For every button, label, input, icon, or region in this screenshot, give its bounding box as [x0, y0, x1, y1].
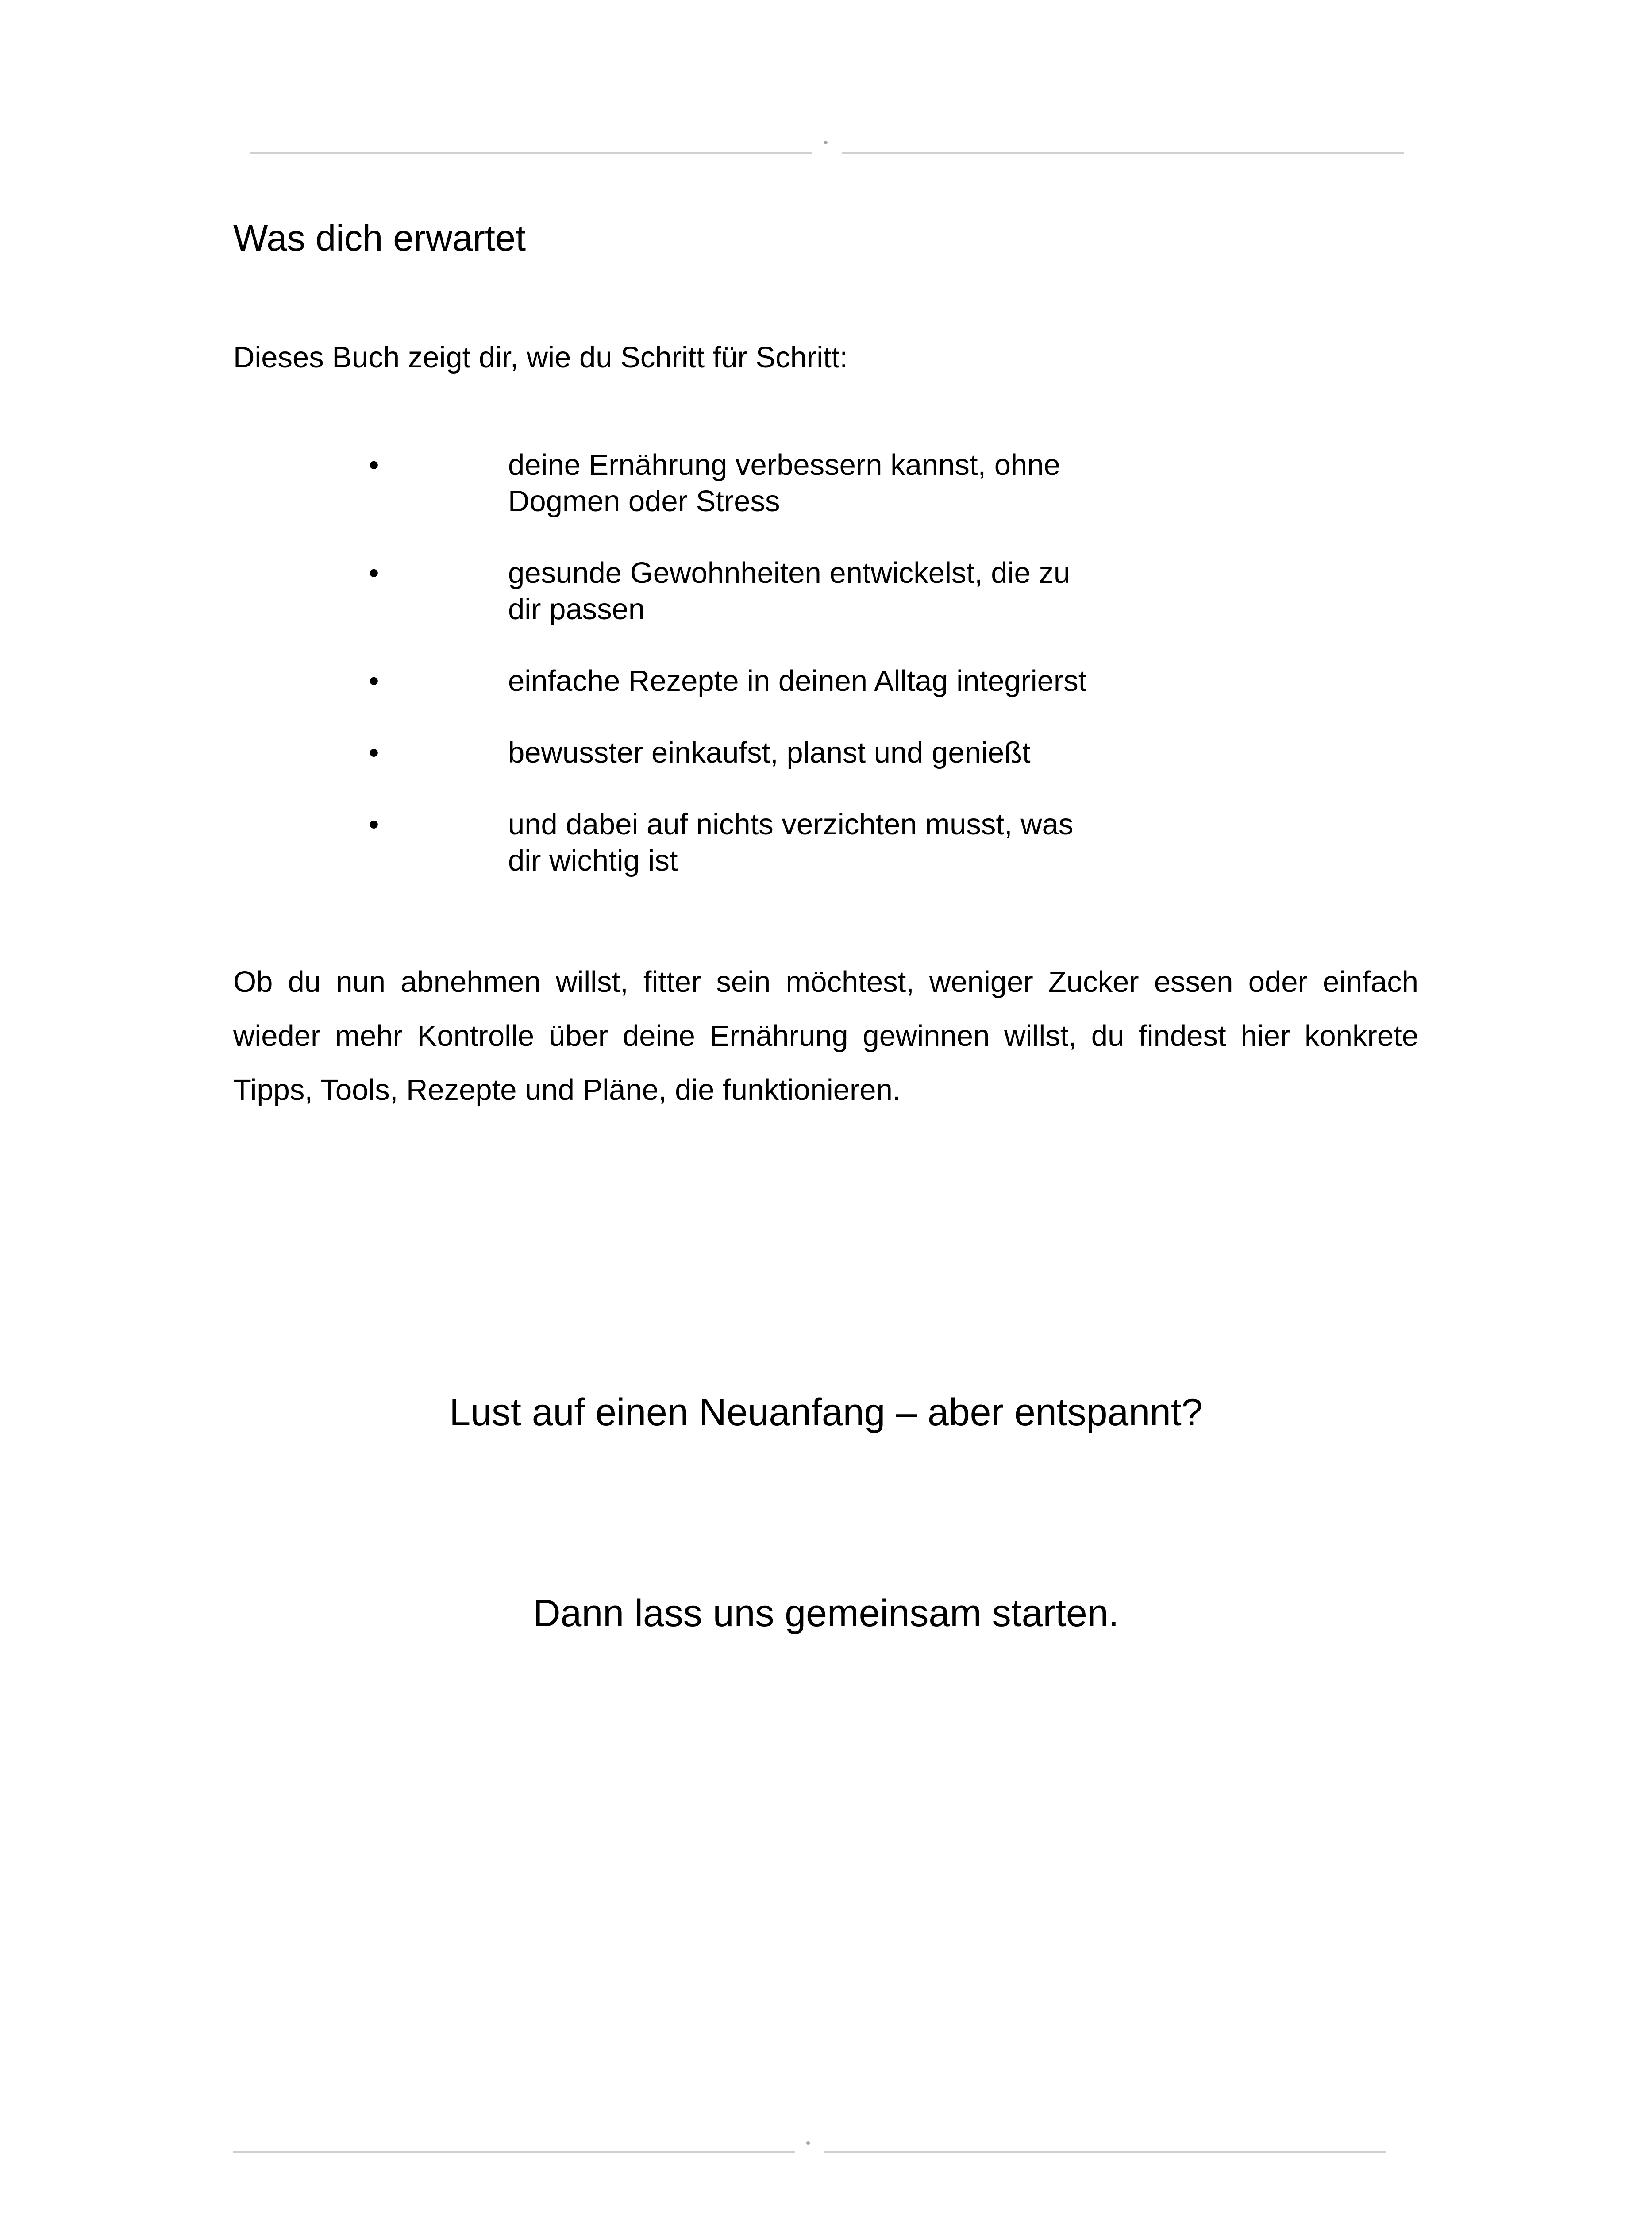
list-item-text: gesunde Gewohnheiten entwickelst, die zu dir passen [508, 556, 1071, 626]
list-item [0, 735, 1652, 771]
header-rule-dot [824, 141, 828, 144]
footer-rule-dot [806, 2141, 810, 2145]
closing-question: Lust auf einen Neuanfang – aber entspannt? [449, 1391, 1203, 1434]
intro-line: Dieses Buch zeigt dir, wie du Schritt für Schritt: [233, 341, 848, 374]
footer-rule-right [824, 2151, 1386, 2153]
footer-rule-left [233, 2151, 795, 2153]
bullet-mark: • [369, 556, 379, 590]
bullet-list [0, 447, 1652, 914]
list-item-text: bewusster einkaufst, planst und genießt [508, 736, 1031, 769]
body-paragraph: Ob du nun abnehmen willst, fitter sein möchtest, weniger Zucker essen oder einfach wieder mehr Kontrolle über deine Ernährung gewinnen willst, du findest hier konkrete Tipps, Tools, Rezepte und Pläne, die funktionieren. [233, 965, 1418, 1106]
list-item [0, 663, 1652, 699]
header-rule-right [842, 152, 1404, 154]
list-item-text: einfache Rezepte in deinen Alltag integrierst [508, 664, 1087, 698]
list-item [0, 555, 1652, 628]
section-heading: Was dich erwartet [233, 217, 526, 258]
bullet-mark: • [369, 808, 379, 841]
header-rule-left [250, 152, 812, 154]
bullet-mark: • [369, 448, 379, 482]
list-item [0, 806, 1652, 879]
bullet-mark: • [369, 664, 379, 698]
bullet-mark: • [369, 736, 379, 769]
list-item-text: und dabei auf nichts verzichten musst, was dir wichtig ist [508, 808, 1074, 877]
list-item [0, 447, 1652, 520]
list-item-text: deine Ernährung verbessern kannst, ohne Dogmen oder Stress [508, 448, 1060, 518]
closing-statement: Dann lass uns gemeinsam starten. [533, 1592, 1119, 1635]
